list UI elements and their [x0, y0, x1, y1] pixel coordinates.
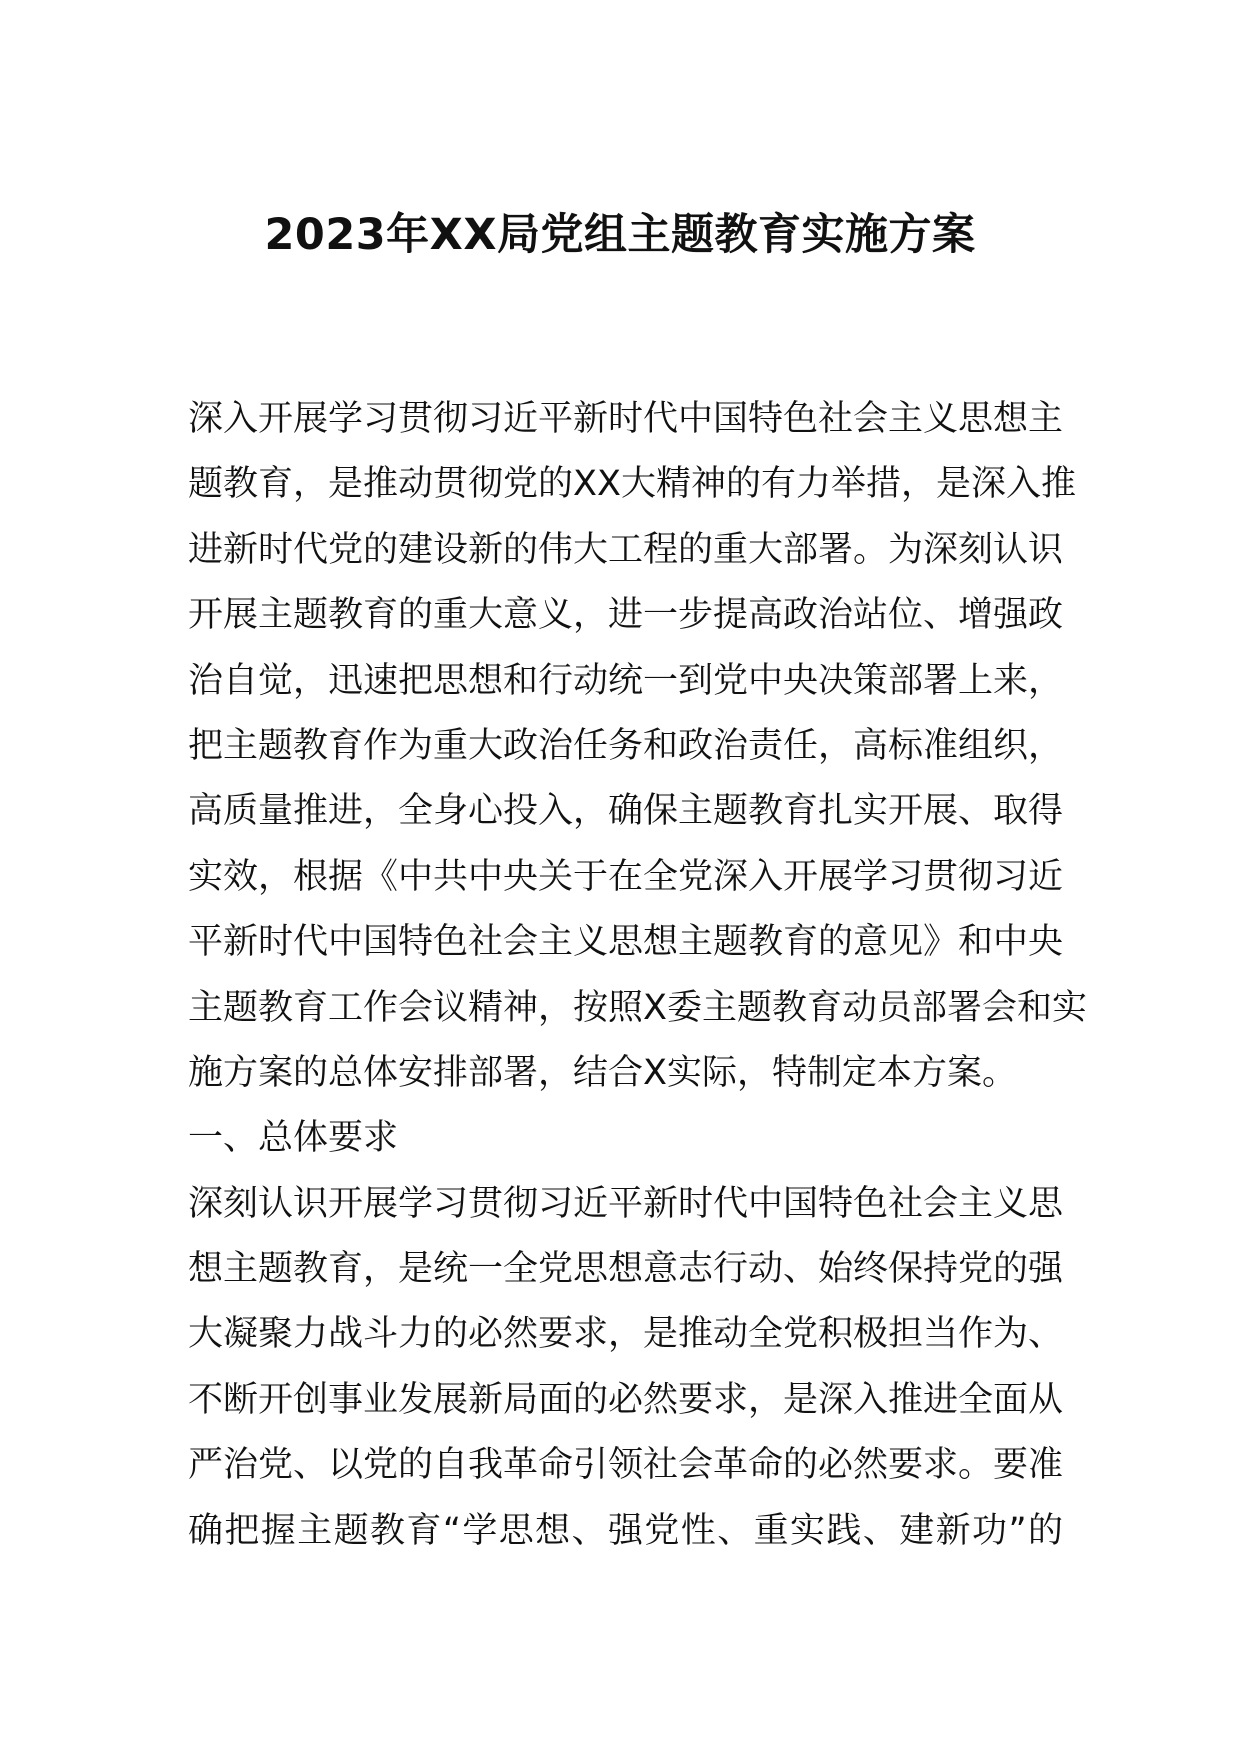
intro-line-11: 施方案的总体安排部署，结合X实际，特制定本方案。 — [188, 1052, 1017, 1093]
section-line-6: 确把握主题教育“学思想、强党性、重实践、建新功”的 — [188, 1510, 1063, 1551]
intro-line-7: 高质量推进，全身心投入，确保主题教育扎实开展、取得 — [188, 791, 1064, 832]
intro-line-8: 实效，根据《中共中央关于在全党深入开展学习贯彻习近 — [188, 856, 1064, 897]
section-line-3: 大凝聚力战斗力的必然要求，是推动全党积极担当作为、 — [188, 1314, 1064, 1355]
section-heading: 一、总体要求 — [188, 1118, 399, 1159]
section-line-2: 想主题教育，是统一全党思想意志行动、始终保持党的强 — [188, 1249, 1064, 1290]
document-title: 2023年XX局党组主题教育实施方案 — [264, 210, 976, 260]
intro-line-3: 进新时代党的建设新的伟大工程的重大部署。为深刻认识 — [188, 529, 1064, 570]
section-line-4: 不断开创事业发展新局面的必然要求，是深入推进全面从 — [188, 1379, 1064, 1420]
document-body — [188, 387, 1087, 1564]
intro-line-1: 深入开展学习贯彻习近平新时代中国特色社会主义思想主 — [188, 399, 1064, 439]
intro-line-9: 平新时代中国特色社会主义思想主题教育的意见》和中央 — [188, 922, 1064, 963]
section-line-1: 深刻认识开展学习贯彻习近平新时代中国特色社会主义思 — [188, 1183, 1064, 1224]
section-line-5: 严治党、以党的自我革命引领社会革命的必然要求。要准 — [188, 1445, 1064, 1486]
intro-line-10: 主题教育工作会议精神，按照X委主题教育动员部署会和实 — [188, 987, 1087, 1028]
intro-line-2: 题教育，是推动贯彻党的XX大精神的有力举措，是深入推 — [188, 464, 1076, 505]
intro-line-6: 把主题教育作为重大政治任务和政治责任，高标准组织， — [188, 725, 1064, 766]
intro-line-4: 开展主题教育的重大意义，进一步提高政治站位、增强政 — [188, 595, 1064, 636]
intro-line-5: 治自觉，迅速把思想和行动统一到党中央决策部署上来， — [188, 660, 1064, 701]
